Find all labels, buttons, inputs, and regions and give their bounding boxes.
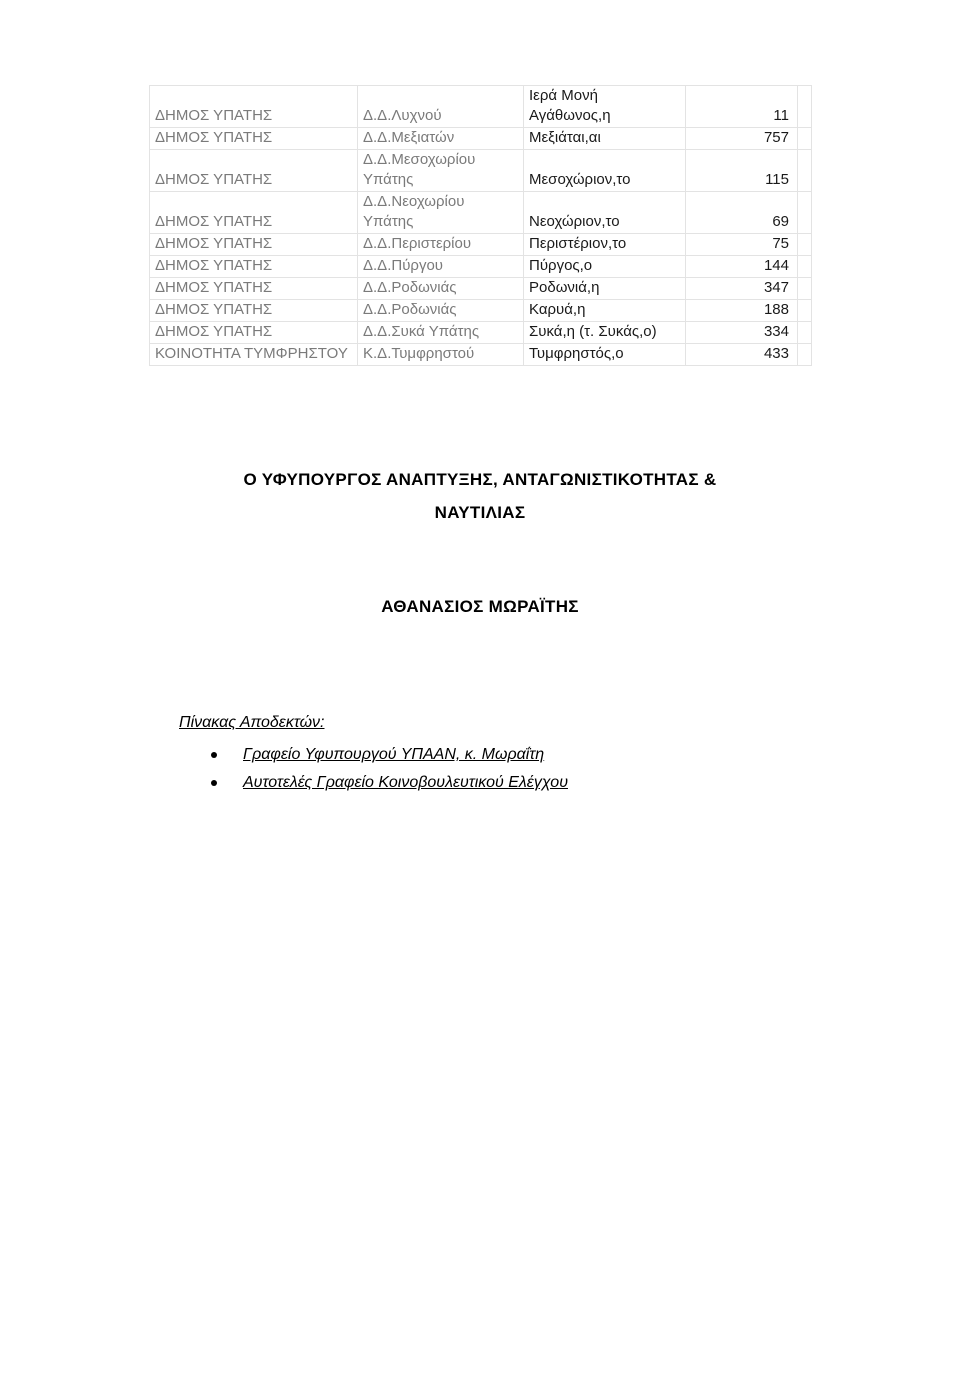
settlements-table-body (150, 86, 812, 366)
municipality-cell: ΔΗΜΟΣ ΥΠΑΤΗΣ (150, 150, 358, 192)
table-row (150, 300, 812, 322)
district-cell: Δ.Δ.Συκά Υπάτης (358, 322, 524, 344)
spacer-cell (798, 322, 812, 344)
table-row (150, 322, 812, 344)
signatory-name: ΑΘΑΝΑΣΙΟΣ ΜΩΡΑΪΤΗΣ (381, 597, 579, 616)
spacer-cell (798, 344, 812, 366)
population-cell: 334 (686, 322, 798, 344)
population-cell: 757 (686, 128, 798, 150)
spacer-cell (798, 192, 812, 234)
spacer-cell (798, 300, 812, 322)
district-cell: Δ.Δ.Μεσοχωρίου Υπάτης (358, 150, 524, 192)
recipient-item (179, 772, 568, 800)
population-cell: 115 (686, 150, 798, 192)
table-row (150, 234, 812, 256)
spacer-cell (798, 278, 812, 300)
population-cell: 144 (686, 256, 798, 278)
signatory-title-line2: ΝΑΥΤΙΛΙΑΣ (434, 503, 526, 522)
district-cell: Δ.Δ.Νεοχωρίου Υπάτης (358, 192, 524, 234)
district-cell: Δ.Δ.Ροδωνιάς (358, 278, 524, 300)
table-row (150, 150, 812, 192)
table-row (150, 192, 812, 234)
municipality-cell: ΔΗΜΟΣ ΥΠΑΤΗΣ (150, 192, 358, 234)
signatory-title-line1: Ο ΥΦΥΠΟΥΡΓΟΣ ΑΝΑΠΤΥΞΗΣ, ΑΝΤΑΓΩΝΙΣΤΙΚΟΤΗΤΑΣ & (243, 470, 717, 489)
municipality-cell: ΔΗΜΟΣ ΥΠΑΤΗΣ (150, 128, 358, 150)
settlement-cell: Καρυά,η (524, 300, 686, 322)
settlement-cell: Νεοχώριον,το (524, 192, 686, 234)
settlement-cell: Μεσοχώριον,το (524, 150, 686, 192)
district-cell: Δ.Δ.Ροδωνιάς (358, 300, 524, 322)
table-row (150, 128, 812, 150)
spacer-cell (798, 150, 812, 192)
table-row (150, 344, 812, 366)
district-cell: Δ.Δ.Πύργου (358, 256, 524, 278)
district-cell: Κ.Δ.Τυμφρηστού (358, 344, 524, 366)
settlement-cell: Ιερά Μονή Αγάθωνος,η (524, 86, 686, 128)
spacer-cell (798, 234, 812, 256)
population-cell: 11 (686, 86, 798, 128)
municipality-cell: ΚΟΙΝΟΤΗΤΑ ΤΥΜΦΡΗΣΤΟΥ (150, 344, 358, 366)
population-cell: 188 (686, 300, 798, 322)
municipality-cell: ΔΗΜΟΣ ΥΠΑΤΗΣ (150, 86, 358, 128)
recipients-block (179, 714, 568, 800)
recipient-item (179, 744, 568, 772)
table-row (150, 86, 812, 128)
district-cell: Δ.Δ.Μεξιατών (358, 128, 524, 150)
recipients-heading: Πίνακας Αποδεκτών: (179, 714, 325, 731)
bullet-icon (211, 752, 217, 758)
settlement-cell: Μεξιάται,αι (524, 128, 686, 150)
municipality-cell: ΔΗΜΟΣ ΥΠΑΤΗΣ (150, 300, 358, 322)
municipality-cell: ΔΗΜΟΣ ΥΠΑΤΗΣ (150, 322, 358, 344)
settlement-cell: Ροδωνιά,η (524, 278, 686, 300)
district-cell: Δ.Δ.Περιστερίου (358, 234, 524, 256)
settlements-table (149, 85, 812, 366)
recipients-list (179, 744, 568, 800)
spacer-cell (798, 128, 812, 150)
settlement-cell: Τυμφρηστός,ο (524, 344, 686, 366)
table-row (150, 278, 812, 300)
spacer-cell (798, 86, 812, 128)
bullet-icon (211, 780, 217, 786)
settlement-cell: Περιστέριον,το (524, 234, 686, 256)
municipality-cell: ΔΗΜΟΣ ΥΠΑΤΗΣ (150, 278, 358, 300)
municipality-cell: ΔΗΜΟΣ ΥΠΑΤΗΣ (150, 256, 358, 278)
district-cell: Δ.Δ.Λυχνού (358, 86, 524, 128)
spacer-cell (798, 256, 812, 278)
settlement-cell: Συκά,η (τ. Συκάς,ο) (524, 322, 686, 344)
settlement-cell: Πύργος,ο (524, 256, 686, 278)
population-cell: 433 (686, 344, 798, 366)
population-cell: 75 (686, 234, 798, 256)
recipient-label: Αυτοτελές Γραφείο Κοινοβουλευτικού Ελέγχου (243, 774, 568, 791)
population-cell: 347 (686, 278, 798, 300)
table-row (150, 256, 812, 278)
population-cell: 69 (686, 192, 798, 234)
recipient-label: Γραφείο Υφυπουργού ΥΠΑΑΝ, κ. Μωραΐτη (243, 746, 545, 763)
municipality-cell: ΔΗΜΟΣ ΥΠΑΤΗΣ (150, 234, 358, 256)
